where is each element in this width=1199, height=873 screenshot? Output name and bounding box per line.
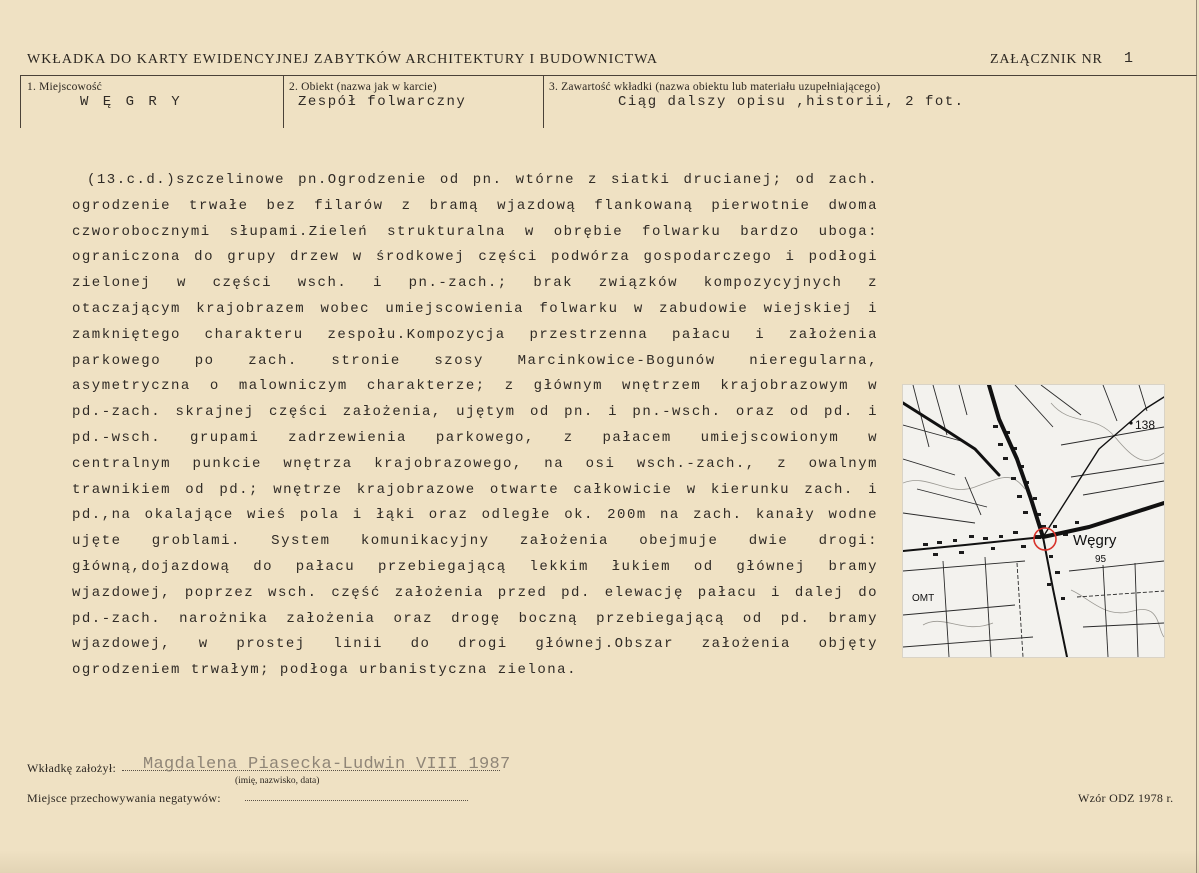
- text-line: ujęte groblami. System komunikacyjny założenia obejmuje dwie drogi:: [72, 533, 878, 550]
- map-building: [959, 551, 964, 554]
- field-divider-2: [543, 75, 544, 128]
- map-building: [953, 539, 957, 542]
- map-building: [1055, 571, 1060, 574]
- map-building: [969, 535, 974, 538]
- field-divider-left: [20, 75, 21, 128]
- paper-right-edge: [1196, 0, 1197, 873]
- map-building: [933, 553, 938, 556]
- map-building: [999, 535, 1003, 538]
- map-label-village: Węgry: [1073, 532, 1117, 549]
- form-title: WKŁADKA DO KARTY EWIDENCYJNEJ ZABYTKÓW ARCHITEKTURY I BUDOWNICTWA: [27, 52, 658, 67]
- text-line: pd.-zach. skrajnej części założenia, ujętym od pn. i pn.-wsch. oraz od pd. i: [72, 404, 878, 421]
- map-building: [1013, 531, 1018, 534]
- text-line: otaczającym krajobrazem wobec umiejscowienia folwarku w zabudowie wiejskiej i: [72, 300, 878, 317]
- text-line: wjazdowej, w prostej linii do drogi głównej.Obszar założenia objęty: [72, 636, 878, 653]
- map-building: [1049, 555, 1053, 558]
- map-building: [1053, 525, 1057, 528]
- insert-contents-label: 3. Zawartość wkładki (nazwa obiektu lub materiału uzupełniającego): [549, 81, 881, 93]
- locality-label: 1. Miejscowość: [27, 81, 102, 93]
- attachment-number: 1: [1124, 50, 1134, 67]
- text-line: trawnikiem od pd.; wnętrze krajobrazowe otwarte całkowicie w kierunku zach. i: [72, 481, 878, 498]
- paper-bottom-edge: [0, 850, 1199, 873]
- description-text: [72, 168, 878, 684]
- map-building: [998, 443, 1003, 446]
- text-line: pd.-wsch. grupami zadrzewienia parkowego, z pałacem umiejscowionym w: [72, 429, 878, 446]
- field-divider-1: [283, 75, 284, 128]
- author-signature-value: Magdalena Piasecka-Ludwin VIII 1987: [143, 755, 511, 774]
- text-line: (13.c.d.)szczelinowe pn.Ogrodzenie od pn. wtórne z siatki drucianej; od zach.: [87, 172, 878, 188]
- map-label-abbreviation: OMT: [912, 593, 935, 604]
- map-building: [1023, 511, 1028, 514]
- map-building: [983, 537, 988, 540]
- map-building: [1011, 477, 1016, 480]
- form-code: Wzór ODZ 1978 r.: [1078, 791, 1174, 805]
- map-label-number: 95: [1095, 554, 1107, 565]
- text-line: ograniczona do grupy drzew w środkowej części podwórza gospodarczego i podłogi: [72, 249, 878, 266]
- text-line: pd.-zach. narożnika założenia oraz drogę boczną przebiegającą od pd. bramy: [72, 610, 878, 627]
- text-line: centralnym punkcie wnętrza krajobrazowego, na osi wsch.-zach., z owalnym: [72, 455, 878, 472]
- map-building: [1003, 457, 1008, 460]
- map-building: [923, 543, 928, 546]
- text-line: parkowego po zach. stronie szosy Marcinkowice-Bogunów nieregularna,: [72, 352, 878, 369]
- map-building: [1061, 597, 1065, 600]
- text-line: asymetryczna o malowniczym charakterze; z głównym wnętrzem krajobrazowym w: [72, 378, 878, 395]
- negatives-location-label: Miejsce przechowywania negatywów:: [27, 791, 221, 805]
- negatives-dotted-line: [245, 800, 468, 801]
- author-label: Wkładkę założył:: [27, 761, 117, 775]
- location-map-photo: [903, 385, 1164, 657]
- elevation-point-icon: [1129, 421, 1132, 424]
- map-building: [1033, 497, 1037, 500]
- attachment-label: ZAŁĄCZNIK NR: [990, 52, 1103, 67]
- object-value: Zespół folwarczny: [298, 94, 467, 110]
- text-line: zamkniętego charakteru zespołu.Kompozycja przestrzenna pałacu i założenia: [72, 326, 878, 343]
- map-building: [993, 425, 998, 428]
- text-line: ogrodzenie trwałe bez filarów z bramą wjazdową flankowaną pierwotnie dwoma: [72, 197, 878, 214]
- map-building: [1021, 545, 1026, 548]
- text-line: zielonej w części wsch. i pn.-zach.; brak związków kompozycyjnych z: [72, 275, 878, 292]
- locality-value: W Ę G R Y: [80, 94, 183, 110]
- map-building: [991, 547, 995, 550]
- text-line: czworobocznymi słupami.Zieleń strukturalna w obrębie folwarku bardzo uboga:: [72, 223, 878, 240]
- map-building: [1047, 583, 1051, 586]
- insert-contents-value: Ciąg dalszy opisu ,historii, 2 fot.: [618, 94, 965, 110]
- text-line: główną,dojazdową do pałacu przebiegającą lekkim łukiem od głównej bramy: [72, 558, 878, 575]
- object-label: 2. Obiekt (nazwa jak w karcie): [289, 81, 437, 93]
- map-building: [1075, 521, 1079, 524]
- map-label-elevation: 138: [1135, 418, 1156, 432]
- map-building: [1017, 495, 1022, 498]
- text-line: ogrodzeniem trwałym; podłoga urbanistyczna zielona.: [72, 662, 577, 679]
- text-line: pd.,na okalające wieś pola i łąki oraz odległe ok. 200m na zach. kanały wodne: [72, 507, 878, 524]
- map-building: [937, 541, 942, 544]
- text-line: wjazdowej, poprzez wsch. część założenia przed pd. elewację pałacu i dalej do: [72, 584, 878, 601]
- author-hint: (imię, nazwisko, data): [235, 776, 320, 786]
- header-rule: [20, 75, 1197, 76]
